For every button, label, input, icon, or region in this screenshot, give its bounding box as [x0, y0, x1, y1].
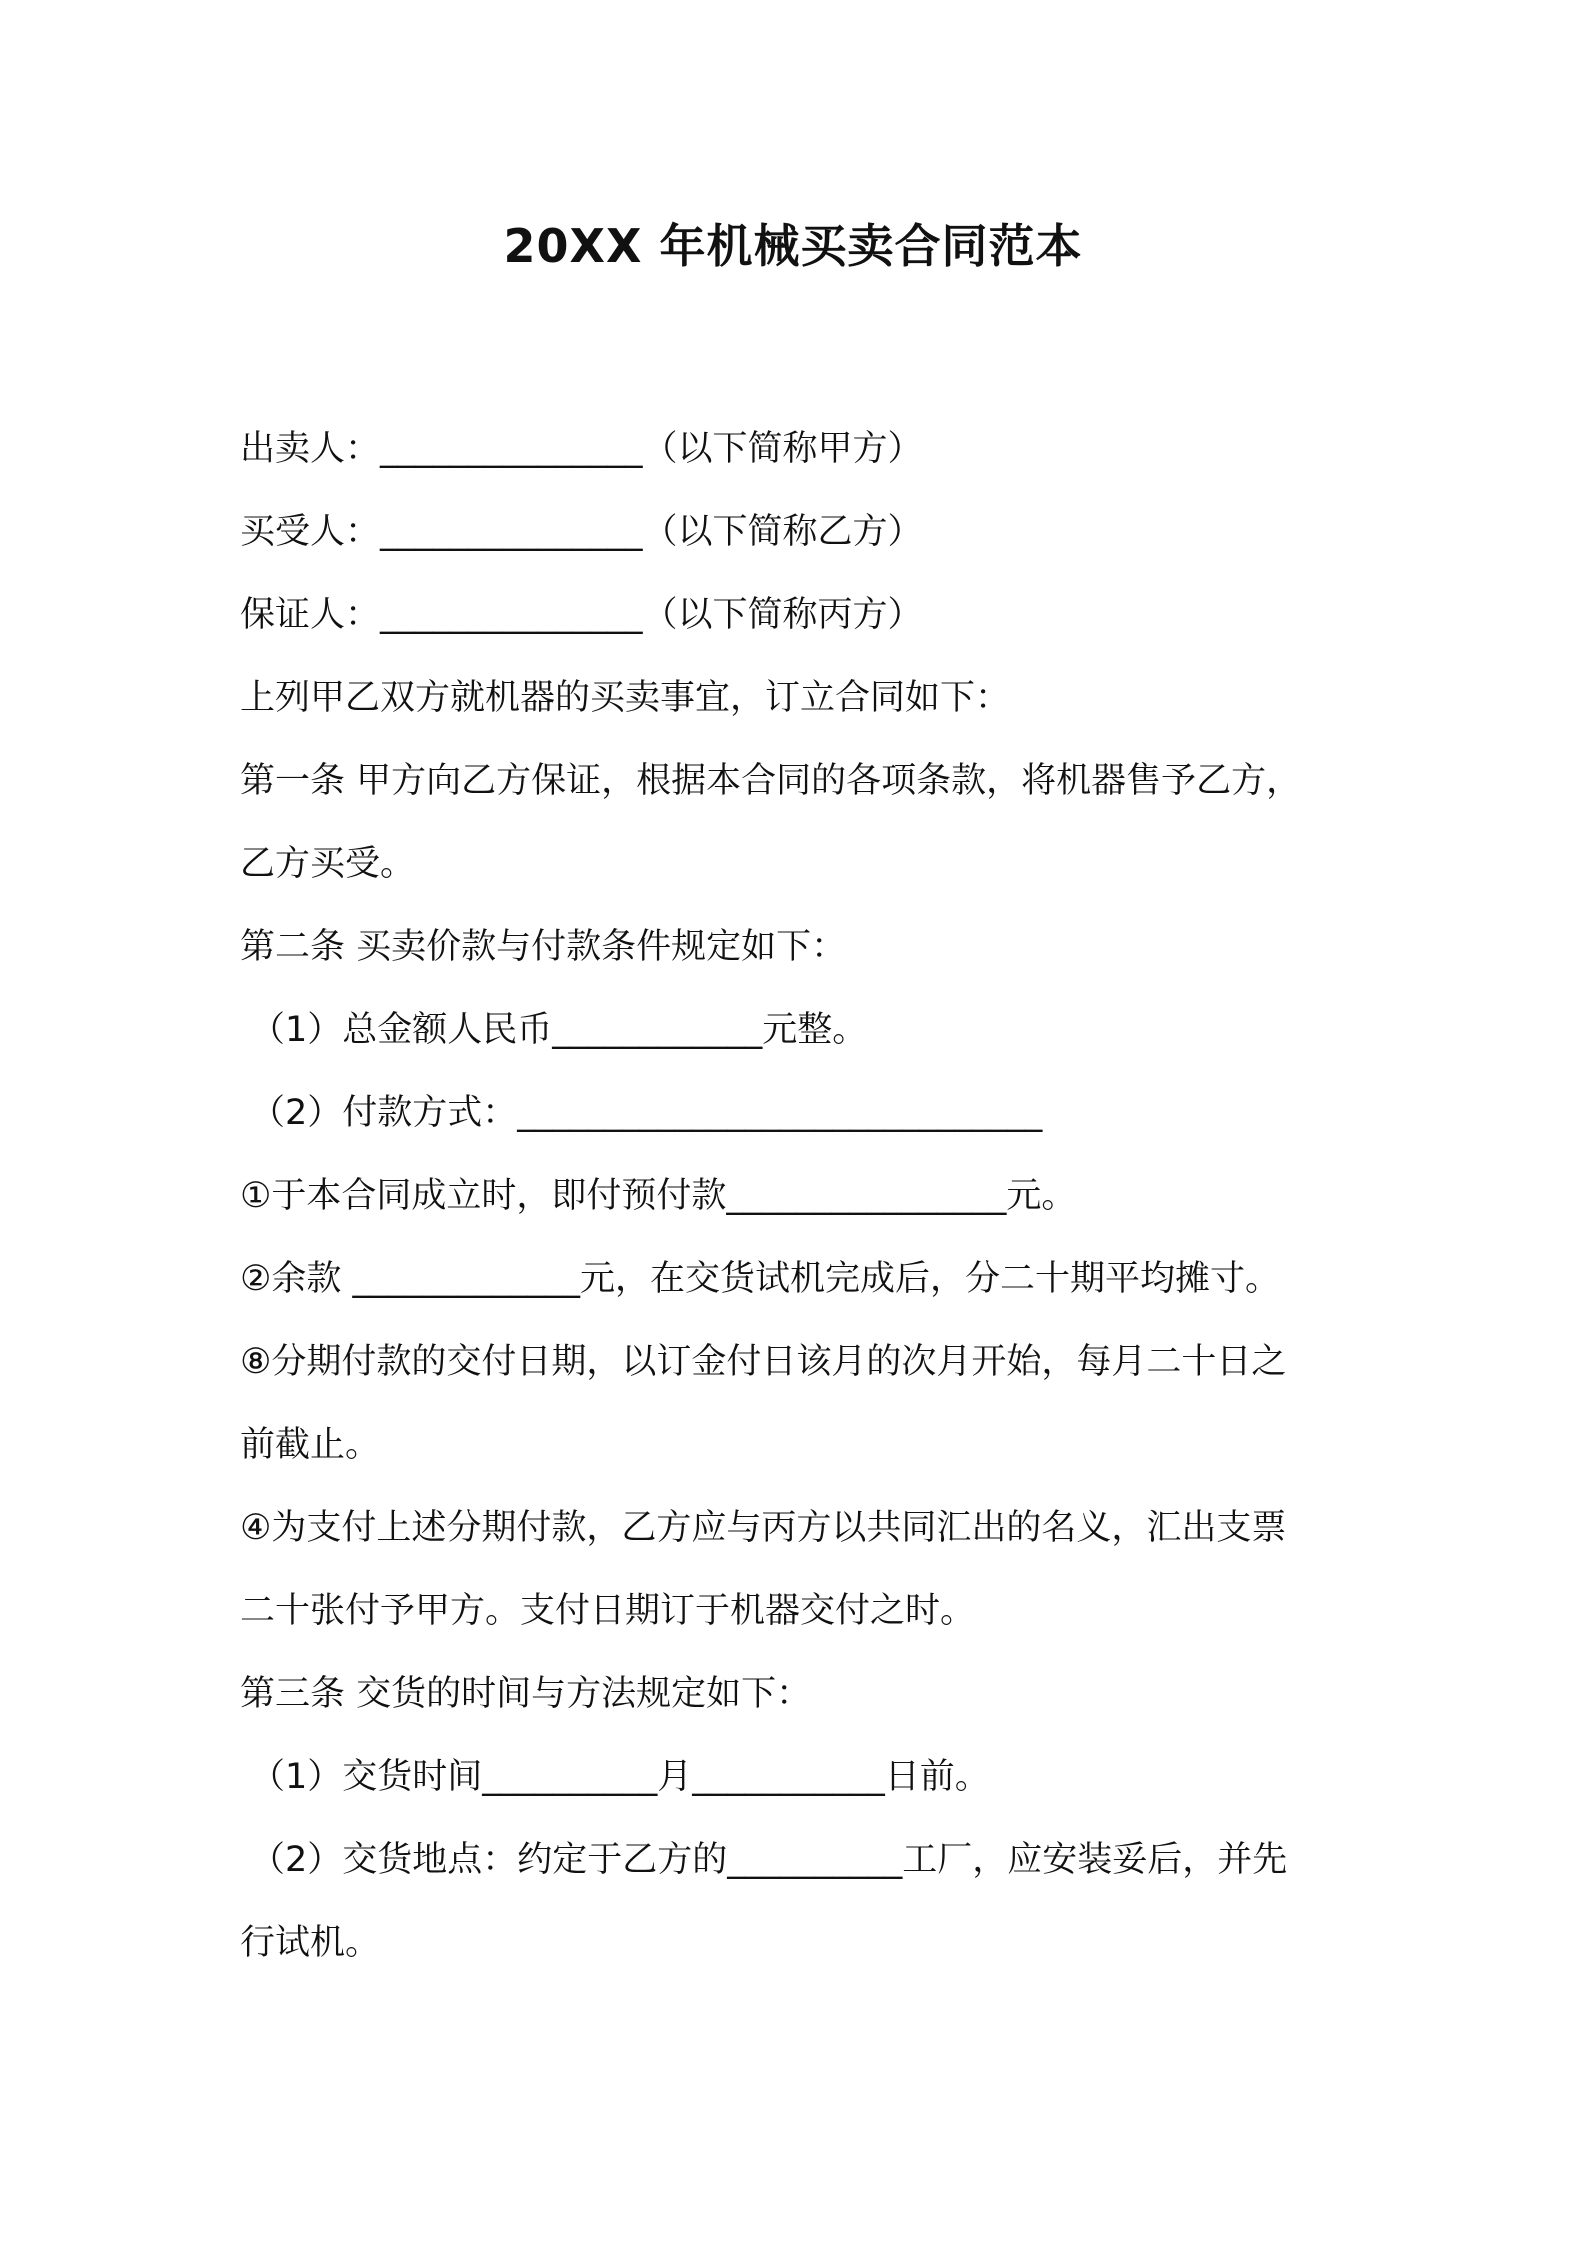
payment-clause-4-line-1: ④为支付上述分期付款，乙方应与丙方以共同汇出的名义，汇出支票: [240, 1508, 1287, 1548]
payment-clause-4-line-2: 二十张付予甲方。支付日期订于机器交付之时。: [240, 1591, 976, 1631]
article-3-heading: 第三条 交货的时间与方法规定如下：: [240, 1674, 812, 1714]
document-title: 20XX 年机械买卖合同范本: [503, 219, 1083, 273]
guarantor-line: 保证人：_______________（以下简称丙方）: [240, 595, 923, 635]
article-1-line-1: 第一条 甲方向乙方保证，根据本合同的各项条款，将机器售予乙方，: [240, 761, 1302, 801]
payment-clause-2: ②余款 _____________元，在交货试机完成后，分二十期平均摊寸。: [240, 1259, 1281, 1299]
article-3-item-2-line-2: 行试机。: [240, 1923, 381, 1963]
buyer-line: 买受人：_______________（以下简称乙方）: [240, 512, 923, 552]
article-3-item-1: （1）交货时间__________月___________日前。: [250, 1757, 990, 1797]
article-3-item-2-line-1: （2）交货地点：约定于乙方的__________工厂，应安装妥后，并先: [250, 1840, 1288, 1880]
article-2-item-1: （1）总金额人民币____________元整。: [250, 1010, 868, 1050]
article-2-item-2: （2）付款方式：______________________________: [250, 1093, 1043, 1133]
preamble-line: 上列甲乙双方就机器的买卖事宜，订立合同如下：: [240, 678, 1011, 718]
payment-clause-3-line-1: ⑧分期付款的交付日期，以订金付日该月的次月开始，每月二十日之: [240, 1342, 1287, 1382]
contract-body: [240, 408, 1360, 1985]
payment-clause-1: ①于本合同成立时，即付预付款________________元。: [240, 1176, 1077, 1216]
article-2-heading: 第二条 买卖价款与付款条件规定如下：: [240, 927, 847, 967]
payment-clause-3-line-2: 前截止。: [240, 1425, 381, 1465]
article-1-line-2: 乙方买受。: [240, 844, 416, 884]
seller-line: 出卖人：_______________（以下简称甲方）: [240, 429, 923, 469]
